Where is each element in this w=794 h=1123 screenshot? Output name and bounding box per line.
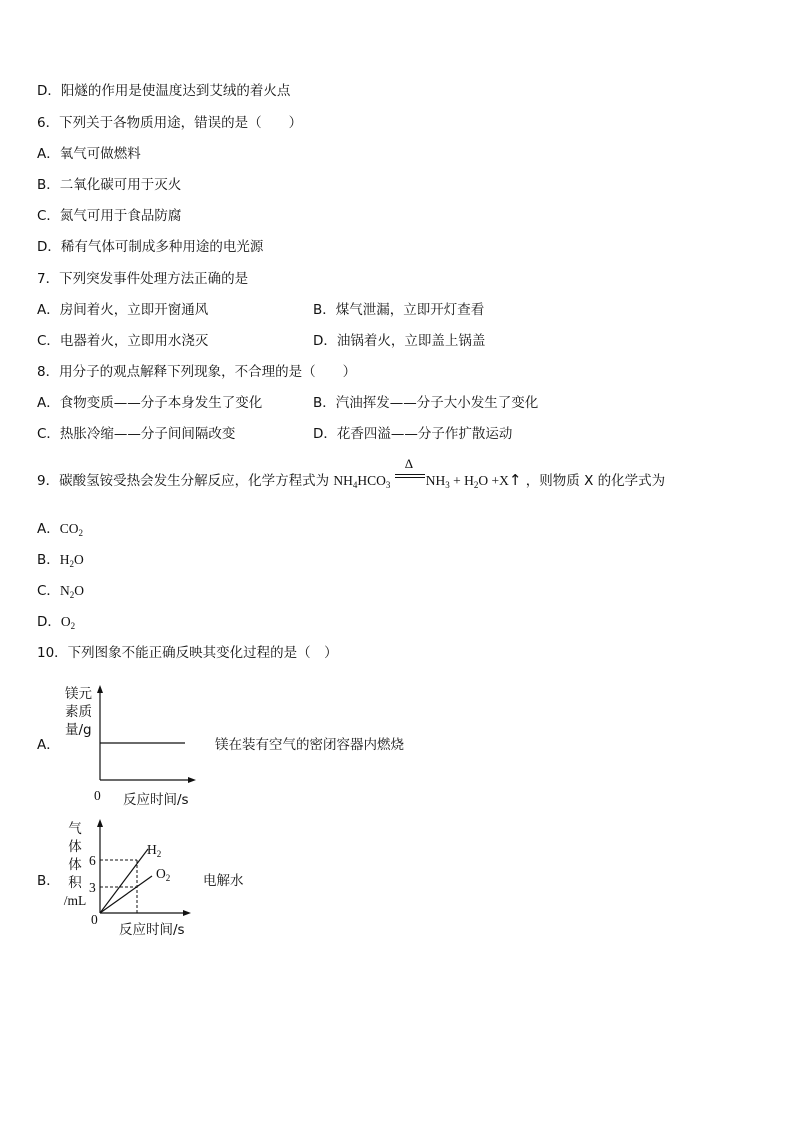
gas-arrow-icon: ↑ [508,471,522,489]
graph-b-tick-6: 6 [89,853,96,868]
graph-a-plot [90,684,200,784]
q7-option-c: C．电器着火，立即用水浇灭 [37,333,209,349]
eq-condition-block [395,456,425,485]
graph-b-origin: 0 [91,912,98,927]
q7-option-b: B．煤气泄漏，立即开灯查看 [313,302,485,318]
eq-product-1: NH [425,473,446,488]
graph-a-xlabel: 反应时间/s [123,792,189,808]
graph-b-label-h2 [147,842,161,859]
option-label: D． [37,614,61,630]
option-label: A． [37,521,60,537]
graph-b-xlabel: 反应时间/s [119,922,185,938]
eq-plus-1: + [449,473,465,488]
q9-option-a [37,520,83,542]
q8-option-b: B．汽油挥发——分子大小发生了变化 [313,395,539,411]
graph-b-ylabel-line: 气 [68,821,82,837]
q9-equation [333,456,522,494]
series-main: O [156,866,166,881]
q5-option-d: D．阳燧的作用是使温度达到艾绒的着火点 [37,83,291,99]
formula-tail: O [74,583,84,598]
formula-sub: 2 [78,528,84,538]
q8-option-c: C．热胀冷缩——分子间间隔改变 [37,426,236,442]
eq-product-2-sub: 2 [473,480,479,490]
q9-option-c [37,582,84,604]
eq-plus-2: +X [488,473,509,488]
q8-stem: 8．用分子的观点解释下列现象，不合理的是（ ） [37,364,357,380]
q7-option-d: D．油锅着火，立即盖上锅盖 [313,333,486,349]
q9-prefix: 9．碳酸氢铵受热会发生分解反应，化学方程式为 [37,473,330,489]
formula-main: O [60,614,71,629]
graph-b-ylabel-line: 积 [68,875,82,891]
q9-stem [37,456,666,494]
eq-reactant-b-sub: 3 [385,480,391,490]
graph-b-caption: 电解水 [203,873,244,889]
q7-stem: 7．下列突发事件处理方法正确的是 [37,271,249,287]
eq-product-2-tail: O [478,473,489,488]
series-sub: 2 [165,873,171,883]
graph-a-ylabel [65,685,92,739]
graph-b-line-h2 [100,849,148,913]
graph-b-line-o2 [100,876,152,913]
graph-b-plot [90,818,200,918]
eq-reactant-a-sub: 4 [352,480,358,490]
graph-b-ylabel-line: /mL [63,893,87,908]
q6-option-b: B．二氧化碳可用于灭火 [37,177,182,193]
graph-a-ylabel-line: 镁元 [65,686,92,702]
graph-a-ylabel-line: 量/g [65,722,92,738]
q9-suffix: ，则物质 X 的化学式为 [525,473,666,489]
q6-option-d: D．稀有气体可制成多种用途的电光源 [37,239,264,255]
eq-reactant-b: HCO [357,473,386,488]
q6-option-a: A．氧气可做燃料 [37,146,141,162]
q7-option-a: A．房间着火，立即开窗通风 [37,302,209,318]
q8-option-a: A．食物变质——分子本身发生了变化 [37,395,263,411]
formula-tail: O [74,552,84,567]
graph-a-option-label: A． [37,737,60,753]
q8-option-d: D．花香四溢——分子作扩散运动 [313,426,513,442]
graph-a-y-arrow [97,685,103,693]
formula-sub: 2 [69,559,75,569]
formula-sub: 2 [69,590,75,600]
eq-product-2: H [464,473,474,488]
graph-a-ylabel-line: 素质 [65,704,92,720]
graph-b-ylabel-line: 体 [68,839,82,855]
eq-reactant-a: NH [333,473,353,488]
graph-a-origin: 0 [94,788,101,803]
q9-option-b [37,551,84,573]
graph-b-x-arrow [183,910,191,916]
option-label: B． [37,552,60,568]
formula-main: CO [59,521,79,536]
eq-condition-delta: Δ [404,456,414,471]
eq-product-1-sub: 3 [445,480,450,490]
graph-a-caption: 镁在装有空气的密闭容器内燃烧 [215,737,404,753]
q10-stem: 10．下列图象不能正确反映其变化过程的是（ ） [37,645,338,661]
q6-option-c: C．氮气可用于食品防腐 [37,208,182,224]
series-sub: 2 [156,849,162,859]
graph-b-tick-3: 3 [89,880,96,895]
series-main: H [147,842,157,857]
graph-b-ylabel [60,820,90,910]
formula-main: N [59,583,70,598]
formula-main: H [59,552,70,567]
eq-double-line [395,474,425,478]
graph-b-ylabel-line: 体 [68,857,82,873]
graph-b-option-label: B． [37,873,60,889]
formula-sub: 2 [70,621,76,631]
graph-b-y-arrow [97,819,103,827]
graph-b-label-o2 [156,866,170,883]
q6-stem: 6．下列关于各物质用途，错误的是（ ） [37,115,303,131]
q9-option-d [37,613,75,635]
graph-a-x-arrow [188,777,196,783]
option-label: C． [37,583,60,599]
